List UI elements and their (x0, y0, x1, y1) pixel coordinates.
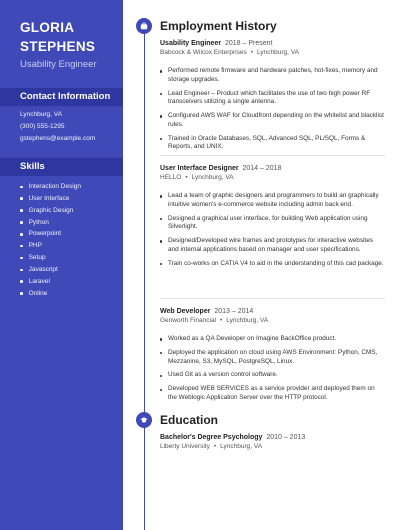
job-title: Usability Engineer (20, 59, 97, 70)
skill-label: Javascript (28, 265, 58, 273)
bullet-item: Configured AWS WAF for Cloudfront depending on the whitelist and blacklist rules. (160, 112, 385, 129)
bullet-dot (20, 280, 23, 283)
job-location: Lynchburg, VA (191, 174, 234, 181)
degree: Bachelor's Degree Psychology (160, 434, 263, 441)
employment-heading: Employment History (160, 19, 277, 33)
skill-label: User Interface (28, 194, 70, 202)
bullet-item: Developed WEB SERVICES as a service provider and deployed them on the Weblogic Application Server over the HTTP protocol. (160, 385, 385, 402)
job-dates: 2014 – 2018 (242, 165, 282, 172)
skill-item (20, 288, 81, 300)
candidate-name (20, 18, 95, 56)
contact-location: Lynchburg, VA (20, 111, 62, 118)
education-school-line: Liberty University • Lynchburg, VA (160, 443, 263, 450)
skill-label: Online (28, 289, 48, 297)
job-title: User Interface Designer (160, 165, 239, 172)
bullet-item: Lead a team of graphic designers and programmers to build an graphically intuitive women's e-commerce website including admin back end. (160, 192, 385, 209)
bullet-dot (20, 269, 23, 272)
skill-item (20, 193, 81, 205)
skill-item (20, 276, 81, 288)
contact-email[interactable]: gstephens@example.com (20, 135, 96, 142)
name-last: STEPHENS (20, 39, 96, 54)
job-company-line: Babcock & Wilcox Enterprises • Lynchburg, VA (160, 49, 299, 56)
education-header (160, 433, 385, 442)
bullet-dot (20, 186, 23, 189)
bullet-item: Performed remote firmware and hardware patches, hot-fixes, memory and storage upgrades. (160, 67, 385, 84)
skill-label: Setup (28, 254, 46, 262)
bullet-item: Deployed the application on cloud using AWS Environment: Python, CMS, Mezzanine, S3, MySQL, PostgreSQL, Linux. (160, 349, 385, 366)
skills-list (20, 181, 81, 299)
bullet-dot (20, 292, 23, 295)
job-bullets (160, 192, 385, 268)
job-title: Usability Engineer (160, 40, 222, 47)
bullet-item: Lead Engineer – Product which facilitates the use of two high power RF transceivers utilizing a single antenna. (160, 90, 385, 107)
graduation-cap-icon (136, 412, 152, 428)
job-bullets (160, 335, 385, 403)
job-header (160, 164, 385, 173)
sidebar (0, 0, 123, 530)
job-company-line: Genworth Financial • Lynchburg, VA (160, 317, 269, 324)
skill-label: PHP (28, 242, 42, 250)
job-header (160, 307, 385, 316)
bullet-item: Designed a graphical user interface, for building Web application using Silverlight. (160, 215, 385, 232)
skill-item (20, 252, 81, 264)
education-entry (160, 433, 385, 451)
job-entry (160, 164, 385, 274)
contact-phone: (300) 555-1295 (20, 123, 65, 130)
section-divider (160, 155, 385, 156)
skill-item (20, 217, 81, 229)
skill-item (20, 205, 81, 217)
skill-label: Powerpoint (28, 230, 62, 238)
education-dates: 2010 – 2013 (266, 434, 306, 441)
bullet-dot (20, 233, 23, 236)
bullet-dot (20, 209, 23, 212)
bullet-dot (20, 197, 23, 200)
job-location: Lynchburg, VA (226, 317, 269, 324)
skill-item (20, 181, 81, 193)
bullet-item: Worked as a QA Developer on Imagine BackOffice product. (160, 335, 385, 344)
school-location: Lynchburg, VA (220, 443, 263, 450)
job-title: Web Developer (160, 308, 211, 315)
job-dates: 2013 – 2014 (214, 308, 254, 315)
contact-heading: Contact Information (0, 88, 123, 106)
skill-label: Python (28, 218, 49, 226)
job-bullets (160, 67, 385, 152)
name-first: GLORIA (20, 20, 75, 35)
bullet-item: Designed/Developed wire frames and prototypes for interactive websites and internal applications based on manager and user specifications. (160, 237, 385, 254)
job-company-line: HELLO • Lynchburg, VA (160, 174, 234, 181)
skills-heading: Skills (0, 158, 123, 176)
skill-item (20, 228, 81, 240)
timeline-line (144, 18, 145, 530)
skill-label: Laravel (28, 277, 50, 285)
job-company: HELLO (160, 174, 182, 181)
job-entry (160, 307, 385, 408)
job-entry (160, 39, 385, 157)
bullet-dot (20, 245, 23, 248)
job-location: Lynchburg, VA (256, 49, 299, 56)
skill-item (20, 240, 81, 252)
skill-label: Graphic Design (28, 206, 74, 214)
job-header (160, 39, 385, 48)
briefcase-icon (136, 18, 152, 34)
skill-label: Interaction Design (28, 183, 81, 190)
bullet-dot (20, 257, 23, 260)
section-divider (160, 298, 385, 299)
bullet-item: Used Git as a version control software. (160, 371, 385, 380)
bullet-item: Train co-works on CATIA V4 to aid in the understanding of this cad package. (160, 260, 385, 269)
education-heading: Education (160, 413, 219, 427)
job-dates: 2018 – Present (224, 40, 273, 47)
bullet-item: Trained in Oracle Databases, SQL, Advanced SQL, PL/SQL, Forms & Reports, and UNIX. (160, 135, 385, 152)
job-company: Genworth Financial (160, 317, 216, 324)
school: Liberty University (160, 443, 210, 450)
skill-item (20, 264, 81, 276)
bullet-dot (20, 221, 23, 224)
job-company: Babcock & Wilcox Enterprises (160, 49, 247, 56)
